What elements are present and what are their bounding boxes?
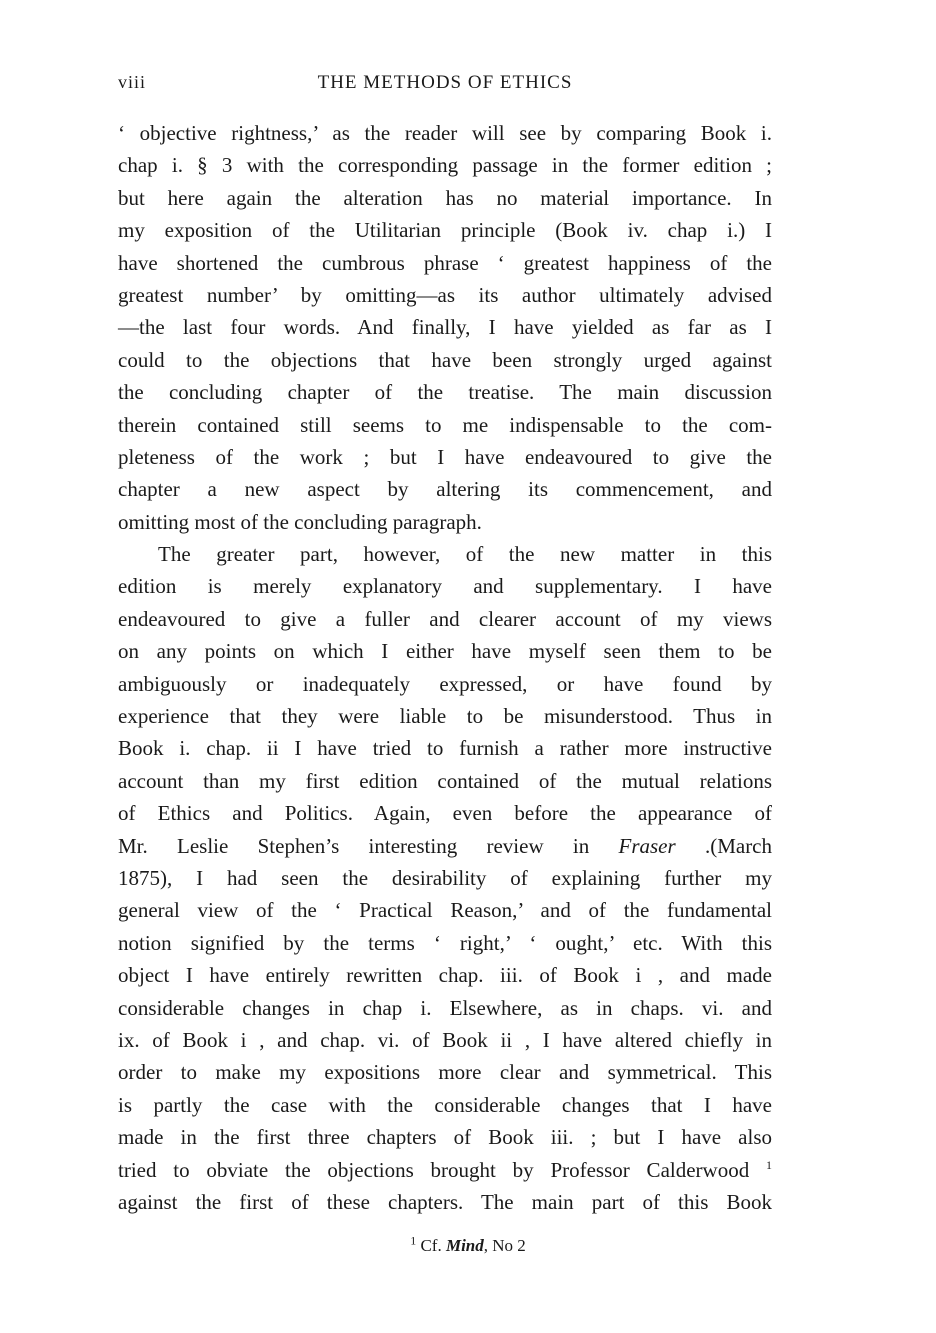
- running-head: THE METHODS OF ETHICS: [317, 72, 573, 93]
- text-line: chap i. § 3 with the corresponding passage in the former edition ;: [118, 153, 772, 178]
- text-line: The greater part, however, of the new matter in this: [158, 542, 772, 567]
- footnote-suffix: , No 2: [483, 1236, 526, 1255]
- text-line: —the last four words. And finally, I have yielded as far as I: [118, 315, 772, 340]
- page-number: viii: [118, 72, 147, 92]
- text-line: have shortened the cumbrous phrase ‘ greatest happiness of the: [118, 250, 772, 275]
- footnote-reference: 1: [766, 1157, 772, 1172]
- text-line-part: .(March: [704, 833, 773, 858]
- text-line: general view of the ‘ Practical Reason,’ and of the fundamental: [118, 898, 772, 923]
- text-line-part: Mr. Leslie Stephen’s interesting review in: [118, 833, 590, 858]
- text-line: account than my first edition contained of the mutual relations: [118, 768, 772, 793]
- footnote: [0, 1233, 936, 1256]
- text-line: ambiguously or inadequately expressed, or have found by: [118, 671, 772, 696]
- text-line: on any points on which I either have myself seen them to be: [118, 639, 772, 664]
- footnote-prefix: Cf.: [420, 1236, 442, 1255]
- text-line: experience that they were liable to be misunderstood. Thus in: [118, 704, 772, 729]
- text-line: chapter a new aspect by altering its commencement, and: [118, 477, 772, 502]
- text-line: notion signified by the terms ‘ right,’ ‘ ought,’ etc. With this: [118, 930, 772, 955]
- text-line: edition is merely explanatory and supplementary. I have: [118, 574, 772, 599]
- page-header: [118, 72, 772, 100]
- text-line-part: tried to obviate the objections brought by Professor Calderwood: [118, 1157, 750, 1182]
- text-line: Book i. chap. ii I have tried to furnish a rather more instructive: [118, 736, 772, 761]
- text-line: pleteness of the work ; but I have endeavoured to give the: [118, 444, 772, 469]
- text-line: object I have entirely rewritten chap. iii. of Book i , and made: [118, 963, 772, 988]
- text-line: greatest number’ by omitting—as its author ultimately advised: [118, 282, 772, 307]
- footnote-title: Mind: [445, 1236, 484, 1255]
- text-line: endeavoured to give a fuller and clearer account of my views: [118, 606, 772, 631]
- text-line: my exposition of the Utilitarian principle (Book iv. chap i.) I: [118, 218, 772, 243]
- periodical-title: Fraser: [618, 833, 676, 858]
- text-line: ‘ objective rightness,’ as the reader will see by comparing Book i.: [118, 121, 772, 145]
- body-text: [118, 117, 772, 1218]
- text-line: 1875), I had seen the desirability of explaining further my: [118, 865, 772, 890]
- text-line: could to the objections that have been strongly urged against: [118, 347, 772, 372]
- text-line: omitting most of the concluding paragraph.: [118, 509, 482, 534]
- text-line: against the first of these chapters. The main part of this Book: [118, 1189, 772, 1214]
- text-line: considerable changes in chap i. Elsewhere, as in chaps. vi. and: [118, 995, 772, 1020]
- text-line: the concluding chapter of the treatise. The main discussion: [118, 380, 772, 405]
- text-line: [118, 1154, 772, 1186]
- text-line: of Ethics and Politics. Again, even before the appearance of: [118, 801, 772, 826]
- text-line: ix. of Book i , and chap. vi. of Book ii , I have altered chiefly in: [118, 1027, 772, 1052]
- text-line: therein contained still seems to me indispensable to the com-: [118, 412, 772, 437]
- text-line: is partly the case with the considerable changes that I have: [118, 1092, 772, 1117]
- text-line: [118, 830, 772, 862]
- text-line: but here again the alteration has no material importance. In: [118, 185, 772, 210]
- text-line: order to make my expositions more clear and symmetrical. This: [118, 1060, 772, 1085]
- footnote-marker: 1: [410, 1233, 417, 1248]
- text-line: made in the first three chapters of Book iii. ; but I have also: [118, 1125, 772, 1150]
